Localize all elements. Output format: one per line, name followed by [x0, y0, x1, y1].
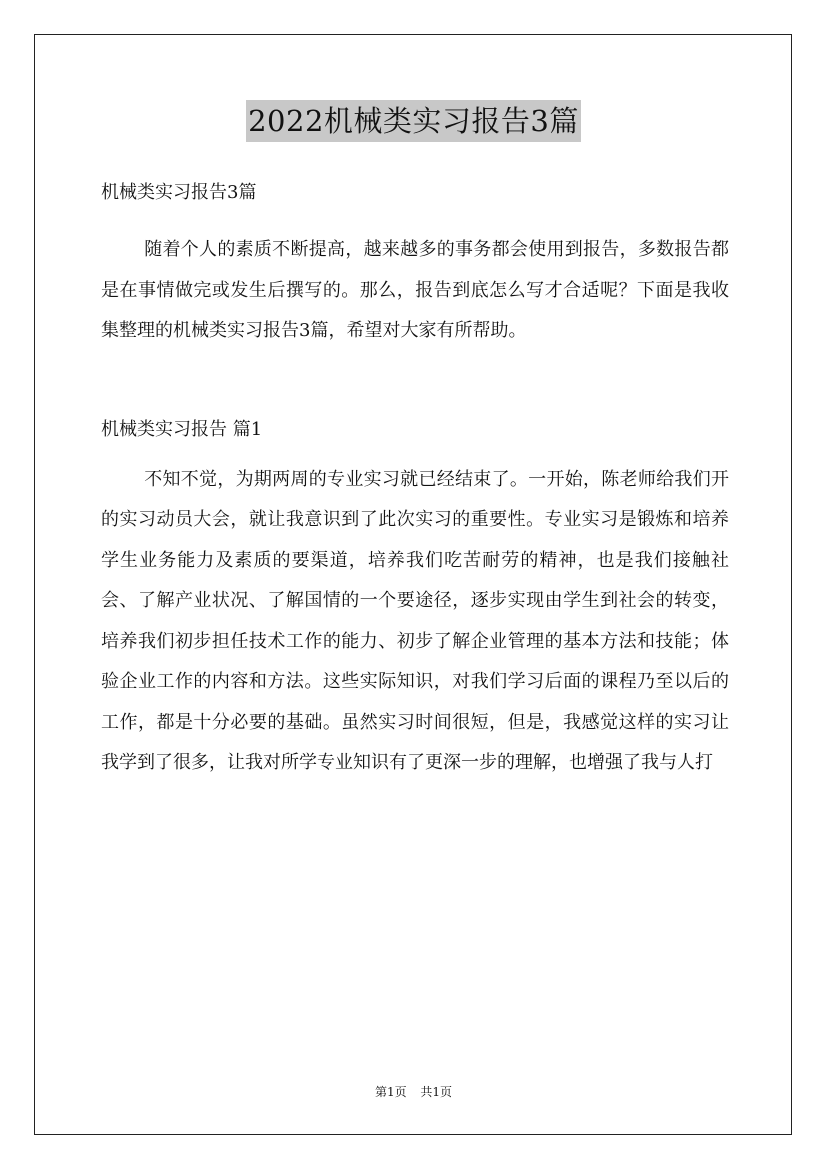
page-footer — [0, 1083, 827, 1101]
intro-paragraph: 随着个人的素质不断提高，越来越多的事务都会使用到报告，多数报告都是在事情做完或发生后撰写的。那么，报告到底怎么写才合适呢？下面是我收集整理的机械类实习报告3篇，希望对大家有所帮助。 — [101, 239, 729, 341]
page-number: 第1页 — [374, 1085, 407, 1099]
section-paragraph: 不知不觉，为期两周的专业实习就已经结束了。一开始，陈老师给我们开的实习动员大会，就让我意识到了此次实习的重要性。专业实习是锻炼和培养学生业务能力及素质的要渠道，培养我们吃苦耐劳的精神，也是我们接触社会、了解产业状况、了解国情的一个要途径，逐步实现由学生到社会的转变，培养我们初步担任技术工作的能力、初步了解企业管理的基本方法和技能；体验企业工作的内容和方法。这些实际知识，对我们学习后面的课程乃至以后的工作，都是十分必要的基础。虽然实习时间很短，但是，我感觉这样的实习让我学到了很多，让我对所学专业知识有了更深一步的理解，也增强了我与人打 — [101, 468, 729, 773]
section-heading: 机械类实习报告 篇1 — [101, 418, 263, 440]
document-title: 2022机械类实习报告3篇 — [246, 100, 581, 142]
document-body — [101, 176, 729, 784]
title-container — [0, 100, 827, 142]
page-total: 共1页 — [420, 1085, 453, 1099]
document-subtitle: 机械类实习报告3篇 — [101, 182, 257, 203]
